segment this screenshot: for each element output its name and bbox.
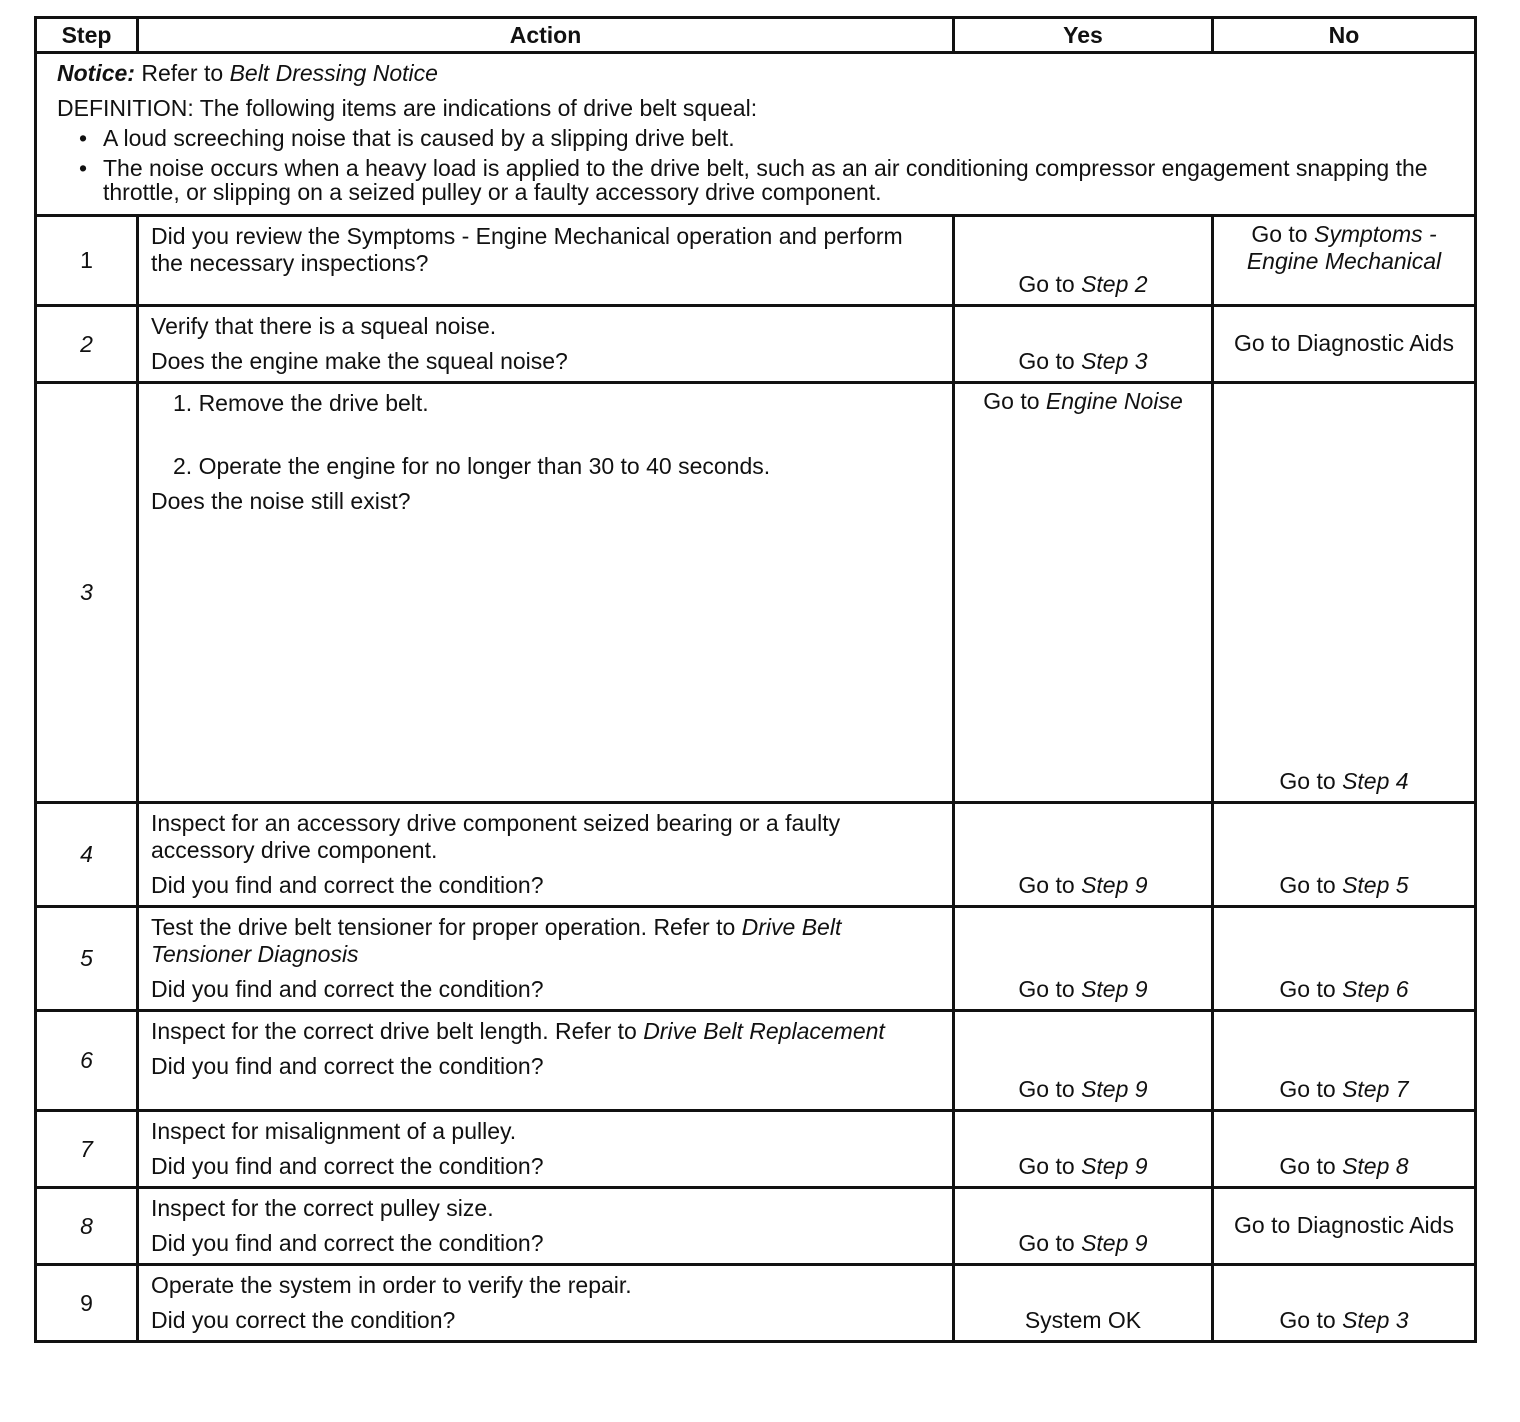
action-cell [138, 907, 954, 1011]
question-text: Did you find and correct the condition? [151, 1053, 544, 1079]
no-link[interactable]: Symptoms - Engine Mechanical [1246, 221, 1442, 274]
no-cell [1213, 306, 1476, 383]
step-number-cell [36, 383, 138, 803]
no-cell [1213, 216, 1476, 306]
step-number: 1 [80, 247, 93, 273]
step-number-cell [36, 1011, 138, 1111]
step-number: 9 [80, 1289, 93, 1316]
question-text: Does the engine make the squeal noise? [151, 348, 568, 374]
yes-link[interactable]: Step 9 [1081, 976, 1148, 1002]
step-row [36, 1011, 1476, 1111]
action-cell [138, 1111, 954, 1188]
step-number: 8 [80, 1212, 93, 1239]
yes-link[interactable]: Step 9 [1081, 1076, 1148, 1102]
yes-prefix: Go to [1018, 872, 1075, 898]
step-number-cell [36, 803, 138, 907]
action-prefix: Test the drive belt tensioner for proper operation. Refer to [151, 914, 736, 940]
yes-link[interactable]: Step 2 [1081, 271, 1148, 297]
notice-prefix: Refer to [141, 60, 224, 86]
header-yes: Yes [954, 18, 1213, 53]
action-text: Inspect for an accessory drive component seized bearing or a faulty accessory drive component. [151, 810, 841, 863]
substep-item: 2. Operate the engine for no longer than 30 to 40 seconds. [173, 453, 771, 479]
yes-cell [954, 1111, 1213, 1188]
notice-row [36, 53, 1476, 216]
header-row [36, 18, 1476, 53]
question-text: Does the noise still exist? [151, 488, 411, 514]
no-cell [1213, 803, 1476, 907]
yes-link[interactable]: Engine Noise [1045, 388, 1183, 414]
action-cell [138, 1011, 954, 1111]
substep-item: 1. Remove the drive belt. [173, 390, 429, 416]
notice-cell [36, 53, 1476, 216]
step-number-cell [36, 1111, 138, 1188]
question-text: Did you find and correct the condition? [151, 872, 544, 898]
action-cell [138, 216, 954, 306]
step-row [36, 907, 1476, 1011]
step-row [36, 216, 1476, 306]
definition-text: DEFINITION: The following items are indications of drive belt squeal: [57, 95, 758, 121]
no-prefix: Go to [1279, 768, 1336, 794]
step-row [36, 306, 1476, 383]
no-link[interactable]: Step 5 [1342, 872, 1409, 898]
step-number-cell [36, 1265, 138, 1342]
yes-cell [954, 1188, 1213, 1265]
action-cell [138, 306, 954, 383]
yes-prefix: Go to [1018, 1153, 1075, 1179]
no-cell [1213, 907, 1476, 1011]
action-cell [138, 383, 954, 803]
no-prefix: Go to [1279, 1076, 1336, 1102]
no-prefix: Go to [1279, 976, 1336, 1002]
yes-text: System OK [1024, 1307, 1142, 1333]
no-link[interactable]: Step 8 [1342, 1153, 1409, 1179]
yes-prefix: Go to [1018, 348, 1075, 374]
no-prefix: Go to [1279, 1153, 1336, 1179]
no-cell [1213, 1188, 1476, 1265]
step-row [36, 1265, 1476, 1342]
no-link[interactable]: Step 7 [1342, 1076, 1409, 1102]
no-prefix: Go to [1251, 221, 1308, 247]
question-text: Did you find and correct the condition? [151, 1153, 544, 1179]
action-cell [138, 1188, 954, 1265]
step-number: 3 [80, 579, 93, 605]
yes-link[interactable]: Step 9 [1081, 1230, 1148, 1256]
notice-label: Notice: [57, 60, 135, 86]
no-cell [1213, 383, 1476, 803]
yes-prefix: Go to [1018, 1076, 1075, 1102]
bullet-item: • A loud screeching noise that is caused by a slipping drive belt. [103, 126, 1454, 150]
no-link[interactable]: Go to Diagnostic Aids [1234, 329, 1454, 356]
action-link[interactable]: Drive Belt Replacement [643, 1018, 885, 1044]
header-no: No [1213, 18, 1476, 53]
no-link[interactable]: Step 3 [1342, 1307, 1409, 1333]
bullet-item: • The noise occurs when a heavy load is applied to the drive belt, such as an air conditioning compressor engagement snapping the throttle, or slipping on a seized pulley or a faulty accessory drive component. [103, 156, 1454, 204]
step-row [36, 803, 1476, 907]
no-cell [1213, 1011, 1476, 1111]
question-text: Did you find and correct the condition? [151, 976, 544, 1002]
action-text: Inspect for misalignment of a pulley. [151, 1118, 517, 1144]
yes-prefix: Go to [983, 388, 1040, 414]
step-number-cell [36, 1188, 138, 1265]
question-text: Did you find and correct the condition? [151, 1230, 544, 1256]
action-prefix: Inspect for the correct drive belt length. Refer to [151, 1018, 637, 1044]
header-step: Step [36, 18, 138, 53]
yes-cell [954, 216, 1213, 306]
notice-link[interactable]: Belt Dressing Notice [229, 60, 438, 86]
step-number: 7 [80, 1135, 93, 1162]
yes-link[interactable]: Step 9 [1081, 872, 1148, 898]
no-link[interactable]: Go to Diagnostic Aids [1234, 1211, 1454, 1238]
no-prefix: Go to [1279, 872, 1336, 898]
diagnostic-table [34, 16, 1477, 1343]
step-row [36, 1188, 1476, 1265]
yes-cell [954, 306, 1213, 383]
yes-link[interactable]: Step 9 [1081, 1153, 1148, 1179]
yes-cell [954, 1265, 1213, 1342]
yes-cell [954, 383, 1213, 803]
yes-prefix: Go to [1018, 1230, 1075, 1256]
step-number: 2 [80, 330, 93, 357]
action-cell [138, 803, 954, 907]
step-row [36, 1111, 1476, 1188]
action-text: Verify that there is a squeal noise. [151, 313, 497, 339]
action-text: Inspect for the correct pulley size. [151, 1195, 494, 1221]
question-text: Did you correct the condition? [151, 1307, 456, 1333]
header-action: Action [138, 18, 954, 53]
step-number: 6 [80, 1047, 93, 1073]
yes-prefix: Go to [1018, 271, 1075, 297]
yes-cell [954, 907, 1213, 1011]
notice-line [57, 60, 1454, 87]
yes-cell [954, 1011, 1213, 1111]
step-number-cell [36, 306, 138, 383]
action-cell [138, 1265, 954, 1342]
step-number-cell [36, 216, 138, 306]
no-cell [1213, 1111, 1476, 1188]
action-text: Operate the system in order to verify the repair. [151, 1272, 632, 1298]
no-link[interactable]: Step 6 [1342, 976, 1409, 1002]
no-cell [1213, 1265, 1476, 1342]
step-number-cell [36, 907, 138, 1011]
diagnostic-table-container [34, 16, 1476, 1343]
yes-prefix: Go to [1018, 976, 1075, 1002]
no-link[interactable]: Step 4 [1342, 768, 1409, 794]
definition-bullets [57, 126, 1454, 204]
action-link[interactable]: Drive Belt Tensioner Diagnosis [151, 914, 842, 967]
yes-cell [954, 803, 1213, 907]
action-text: Did you review the Symptoms - Engine Mechanical operation and perform the necessary inspections? [151, 223, 903, 276]
substep-list [151, 390, 940, 480]
step-row [36, 383, 1476, 803]
no-prefix: Go to [1279, 1307, 1336, 1333]
yes-link[interactable]: Step 3 [1081, 348, 1148, 374]
action-text [151, 1018, 940, 1045]
step-number: 4 [80, 841, 93, 867]
action-text [151, 914, 940, 968]
step-number: 5 [80, 945, 93, 971]
